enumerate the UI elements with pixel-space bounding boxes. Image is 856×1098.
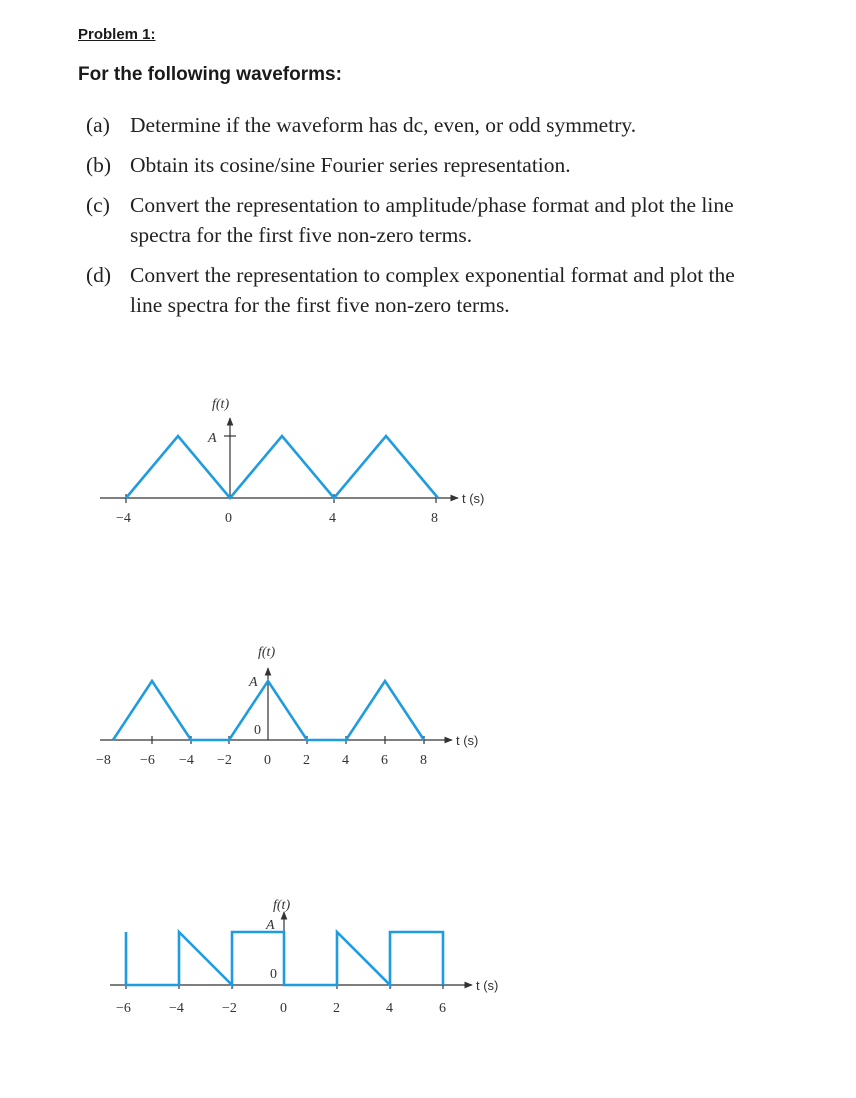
amplitude-label: A xyxy=(266,918,275,933)
x-tick-label: 8 xyxy=(431,511,438,526)
x-tick-label: 4 xyxy=(329,511,336,526)
x-tick-label: −6 xyxy=(116,1001,131,1016)
x-tick-label: 2 xyxy=(303,753,310,768)
x-tick-label: −8 xyxy=(96,753,111,768)
y-axis-label: f(t) xyxy=(273,898,291,913)
task-text: Obtain its cosine/sine Fourier series representation. xyxy=(130,153,571,177)
x-tick-label: 2 xyxy=(333,1001,340,1016)
x-tick-label: 0 xyxy=(225,511,232,526)
zero-label: 0 xyxy=(254,723,261,738)
x-tick-label: 4 xyxy=(342,753,349,768)
intro-text: For the following waveforms: xyxy=(78,64,342,85)
x-tick-label: −2 xyxy=(222,1001,237,1016)
waveform-1-triangle xyxy=(100,397,484,526)
x-tick-label: −4 xyxy=(116,511,131,526)
task-letter: (d) xyxy=(86,263,112,287)
task-text: Convert the representation to amplitude/phase format and plot the line spectra for the first five non-zero terms. xyxy=(130,193,734,247)
y-axis-label: f(t) xyxy=(258,645,276,660)
x-tick-label: −2 xyxy=(217,753,232,768)
task-letter: (a) xyxy=(86,113,110,137)
waveform-3-ramp-pulse xyxy=(110,898,498,1016)
x-tick-label: 6 xyxy=(381,753,388,768)
x-axis-label: t (s) xyxy=(456,733,479,748)
x-tick-label: 0 xyxy=(280,1001,287,1016)
x-tick-label: 6 xyxy=(439,1001,446,1016)
task-letter: (c) xyxy=(86,193,110,217)
triangle-waveform xyxy=(126,436,438,498)
x-tick-label: 8 xyxy=(420,753,427,768)
waveform-2-triangle-pulses xyxy=(96,645,478,768)
task-text: Determine if the waveform has dc, even, or odd symmetry. xyxy=(130,113,637,137)
x-axis-label: t (s) xyxy=(462,491,485,506)
problem-title: Problem 1: xyxy=(78,26,156,43)
x-axis-label: t (s) xyxy=(476,978,499,993)
task-letter: (b) xyxy=(86,153,112,177)
zero-label: 0 xyxy=(270,967,277,982)
x-tick-label: −6 xyxy=(140,753,155,768)
task-text: Convert the representation to complex exponential format and plot the line spectra for the first five non-zero terms. xyxy=(130,263,735,317)
y-axis-label: f(t) xyxy=(212,397,230,412)
x-tick-label: 0 xyxy=(264,753,271,768)
x-tick-label: 4 xyxy=(386,1001,393,1016)
amplitude-label: A xyxy=(249,675,258,690)
x-tick-label: −4 xyxy=(169,1001,184,1016)
ramp-pulse-waveform xyxy=(126,932,443,985)
x-tick-label: −4 xyxy=(179,753,194,768)
amplitude-label: A xyxy=(208,431,217,446)
